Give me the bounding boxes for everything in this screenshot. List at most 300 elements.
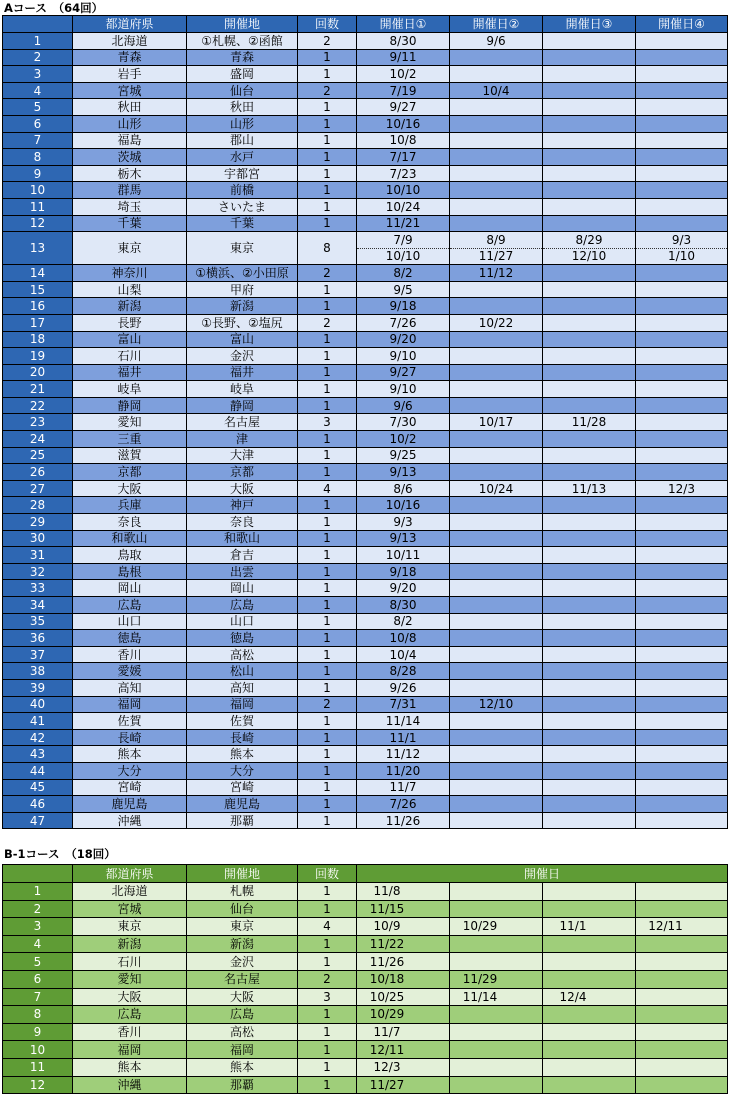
prefecture-cell: 福岡 bbox=[73, 696, 187, 713]
date-first: 7/9 bbox=[357, 233, 449, 249]
date-cell-2 bbox=[450, 1076, 543, 1094]
date-cell-1 bbox=[357, 900, 450, 918]
header-count: 回数 bbox=[298, 865, 357, 883]
count-cell: 1 bbox=[298, 281, 357, 298]
date-cell-4 bbox=[636, 132, 728, 149]
table-row bbox=[3, 1006, 728, 1024]
table-row bbox=[3, 1041, 728, 1059]
date-cell-4 bbox=[636, 1058, 728, 1076]
count-cell: 1 bbox=[298, 298, 357, 315]
date-cell-1: 9/6 bbox=[357, 397, 450, 414]
date-cell-3 bbox=[543, 762, 636, 779]
row-number: 8 bbox=[3, 149, 73, 166]
date-cell-4 bbox=[636, 779, 728, 796]
table-row bbox=[3, 1058, 728, 1076]
venue-cell: 長崎 bbox=[187, 729, 298, 746]
table-row bbox=[3, 447, 728, 464]
date-cell-2: 10/24 bbox=[450, 480, 543, 497]
header-date-2: 開催日② bbox=[450, 16, 543, 33]
date-cell-4 bbox=[636, 900, 728, 918]
date-cell-2 bbox=[450, 883, 543, 901]
venue-cell: 高知 bbox=[187, 679, 298, 696]
date-value: 10/25 bbox=[369, 989, 405, 1004]
prefecture-cell: 高知 bbox=[73, 679, 187, 696]
row-number: 11 bbox=[3, 1058, 73, 1076]
date-cell-3 bbox=[543, 746, 636, 763]
date-cell-3 bbox=[543, 563, 636, 580]
date-cell-3 bbox=[543, 883, 636, 901]
date-cell-2 bbox=[450, 99, 543, 116]
row-number: 32 bbox=[3, 563, 73, 580]
date-cell-3 bbox=[543, 265, 636, 282]
table-row bbox=[3, 514, 728, 531]
date-cell-3 bbox=[543, 314, 636, 331]
date-cell-2 bbox=[450, 530, 543, 547]
date-value: 11/8 bbox=[373, 884, 401, 899]
date-cell-2 bbox=[450, 464, 543, 481]
header-venue: 開催地 bbox=[187, 865, 298, 883]
table-row bbox=[3, 414, 728, 431]
date-cell-4 bbox=[636, 414, 728, 431]
date-cell-2 bbox=[450, 132, 543, 149]
row-number: 11 bbox=[3, 198, 73, 215]
date-cell-1: 9/10 bbox=[357, 348, 450, 365]
count-cell: 3 bbox=[298, 414, 357, 431]
date-cell-4 bbox=[636, 547, 728, 564]
row-number: 45 bbox=[3, 779, 73, 796]
count-cell: 1 bbox=[298, 746, 357, 763]
date-first: 9/3 bbox=[636, 233, 727, 249]
date-cell-2 bbox=[450, 232, 543, 265]
date-cell-2 bbox=[450, 900, 543, 918]
table-row bbox=[3, 762, 728, 779]
count-cell: 1 bbox=[298, 447, 357, 464]
header-dates: 開催日 bbox=[357, 865, 728, 883]
date-cell-4 bbox=[636, 331, 728, 348]
date-pair bbox=[636, 233, 727, 264]
row-number: 27 bbox=[3, 480, 73, 497]
prefecture-cell: 北海道 bbox=[73, 883, 187, 901]
prefecture-cell: 栃木 bbox=[73, 165, 187, 182]
date-cell-3 bbox=[543, 779, 636, 796]
date-cell-2 bbox=[450, 364, 543, 381]
row-number: 37 bbox=[3, 646, 73, 663]
count-cell: 1 bbox=[298, 381, 357, 398]
date-cell-3 bbox=[543, 918, 636, 936]
date-value: 11/26 bbox=[369, 954, 405, 969]
date-cell-3 bbox=[543, 1023, 636, 1041]
date-cell-3 bbox=[543, 530, 636, 547]
row-number: 44 bbox=[3, 762, 73, 779]
table-row bbox=[3, 198, 728, 215]
venue-cell: 広島 bbox=[187, 1006, 298, 1024]
count-cell: 1 bbox=[298, 49, 357, 66]
prefecture-cell: 愛知 bbox=[73, 414, 187, 431]
prefecture-cell: 香川 bbox=[73, 646, 187, 663]
table-row bbox=[3, 918, 728, 936]
venue-cell: 那覇 bbox=[187, 812, 298, 829]
venue-cell: 山形 bbox=[187, 115, 298, 132]
date-cell-2 bbox=[450, 348, 543, 365]
date-cell-2 bbox=[450, 746, 543, 763]
prefecture-cell: 埼玉 bbox=[73, 198, 187, 215]
header-no bbox=[3, 16, 73, 33]
date-cell-4 bbox=[636, 215, 728, 232]
date-cell-3 bbox=[543, 597, 636, 614]
row-number: 21 bbox=[3, 381, 73, 398]
date-cell-2 bbox=[450, 918, 543, 936]
date-cell-4 bbox=[636, 663, 728, 680]
date-cell-1 bbox=[357, 935, 450, 953]
prefecture-cell: 茨城 bbox=[73, 149, 187, 166]
date-cell-3 bbox=[543, 447, 636, 464]
date-cell-1: 8/30 bbox=[357, 597, 450, 614]
venue-cell: 大津 bbox=[187, 447, 298, 464]
count-cell: 1 bbox=[298, 364, 357, 381]
date-cell-2 bbox=[450, 198, 543, 215]
prefecture-cell: 長崎 bbox=[73, 729, 187, 746]
date-cell-3 bbox=[543, 381, 636, 398]
header-prefecture: 都道府県 bbox=[73, 865, 187, 883]
count-cell: 1 bbox=[298, 679, 357, 696]
row-number: 15 bbox=[3, 281, 73, 298]
date-cell-3 bbox=[543, 953, 636, 971]
date-cell-2 bbox=[450, 762, 543, 779]
date-pair bbox=[357, 233, 449, 264]
venue-cell: さいたま bbox=[187, 198, 298, 215]
row-number: 12 bbox=[3, 1076, 73, 1094]
prefecture-cell: 北海道 bbox=[73, 33, 187, 50]
prefecture-cell: 大阪 bbox=[73, 988, 187, 1006]
date-cell-3 bbox=[543, 464, 636, 481]
date-value: 11/22 bbox=[369, 937, 405, 952]
prefecture-cell: 愛媛 bbox=[73, 663, 187, 680]
row-number: 10 bbox=[3, 182, 73, 199]
date-cell-2 bbox=[450, 497, 543, 514]
date-cell-2 bbox=[450, 1041, 543, 1059]
date-cell-4 bbox=[636, 149, 728, 166]
prefecture-cell: 長野 bbox=[73, 314, 187, 331]
date-cell-3 bbox=[543, 547, 636, 564]
venue-cell: 金沢 bbox=[187, 953, 298, 971]
table-row bbox=[3, 713, 728, 730]
row-number: 33 bbox=[3, 580, 73, 597]
table-row bbox=[3, 348, 728, 365]
venue-cell: 新潟 bbox=[187, 298, 298, 315]
date-cell-2 bbox=[450, 580, 543, 597]
venue-cell: 奈良 bbox=[187, 514, 298, 531]
date-cell-2 bbox=[450, 613, 543, 630]
table-row bbox=[3, 883, 728, 901]
row-number: 19 bbox=[3, 348, 73, 365]
date-cell-3 bbox=[543, 729, 636, 746]
prefecture-cell: 広島 bbox=[73, 1006, 187, 1024]
count-cell: 1 bbox=[298, 779, 357, 796]
row-number: 34 bbox=[3, 597, 73, 614]
count-cell: 1 bbox=[298, 935, 357, 953]
prefecture-cell: 新潟 bbox=[73, 935, 187, 953]
count-cell: 1 bbox=[298, 182, 357, 199]
count-cell: 1 bbox=[298, 397, 357, 414]
table-row bbox=[3, 314, 728, 331]
table-row bbox=[3, 779, 728, 796]
date-cell-4 bbox=[636, 883, 728, 901]
count-cell: 1 bbox=[298, 812, 357, 829]
date-cell-4 bbox=[636, 66, 728, 83]
row-number: 29 bbox=[3, 514, 73, 531]
course-b-header-row bbox=[3, 865, 728, 883]
date-cell-4 bbox=[636, 796, 728, 813]
date-cell-1: 11/21 bbox=[357, 215, 450, 232]
date-cell-4 bbox=[636, 232, 728, 265]
prefecture-cell: 兵庫 bbox=[73, 497, 187, 514]
date-cell-4 bbox=[636, 988, 728, 1006]
date-cell-1: 10/4 bbox=[357, 646, 450, 663]
date-cell-4 bbox=[636, 679, 728, 696]
date-cell-2 bbox=[450, 66, 543, 83]
date-cell-2 bbox=[450, 149, 543, 166]
date-cell-1: 9/20 bbox=[357, 331, 450, 348]
date-cell-2 bbox=[450, 1006, 543, 1024]
venue-cell: 岐阜 bbox=[187, 381, 298, 398]
venue-cell: 和歌山 bbox=[187, 530, 298, 547]
date-cell-3 bbox=[543, 165, 636, 182]
table-row bbox=[3, 1076, 728, 1094]
course-a-title: Aコース （64回） bbox=[4, 1, 104, 15]
prefecture-cell: 群馬 bbox=[73, 182, 187, 199]
table-row bbox=[3, 530, 728, 547]
date-cell-2 bbox=[450, 988, 543, 1006]
row-number: 40 bbox=[3, 696, 73, 713]
prefecture-cell: 滋賀 bbox=[73, 447, 187, 464]
venue-cell: 名古屋 bbox=[187, 414, 298, 431]
date-cell-3 bbox=[543, 115, 636, 132]
date-cell-3 bbox=[543, 696, 636, 713]
venue-cell: 宮崎 bbox=[187, 779, 298, 796]
table-row bbox=[3, 99, 728, 116]
table-row bbox=[3, 431, 728, 448]
table-row bbox=[3, 265, 728, 282]
count-cell: 2 bbox=[298, 82, 357, 99]
date-value: 10/9 bbox=[373, 919, 401, 934]
date-cell-3 bbox=[543, 431, 636, 448]
date-cell-1: 9/13 bbox=[357, 530, 450, 547]
date-value: 11/14 bbox=[462, 989, 498, 1004]
prefecture-cell: 大阪 bbox=[73, 480, 187, 497]
venue-cell: 千葉 bbox=[187, 215, 298, 232]
count-cell: 1 bbox=[298, 729, 357, 746]
prefecture-cell: 熊本 bbox=[73, 746, 187, 763]
count-cell: 4 bbox=[298, 918, 357, 936]
date-value: 10/29 bbox=[462, 919, 498, 934]
table-row bbox=[3, 1023, 728, 1041]
date-cell-2 bbox=[450, 812, 543, 829]
count-cell: 1 bbox=[298, 1006, 357, 1024]
table-row bbox=[3, 66, 728, 83]
date-cell-3: 11/13 bbox=[543, 480, 636, 497]
count-cell: 1 bbox=[298, 1076, 357, 1094]
venue-cell: 静岡 bbox=[187, 397, 298, 414]
row-number: 6 bbox=[3, 115, 73, 132]
table-row bbox=[3, 232, 728, 265]
date-cell-3 bbox=[543, 630, 636, 647]
date-cell-2: 10/4 bbox=[450, 82, 543, 99]
date-cell-1: 9/11 bbox=[357, 49, 450, 66]
date-pair bbox=[450, 233, 542, 264]
date-value: 12/11 bbox=[648, 919, 683, 934]
date-value: 12/3 bbox=[373, 1060, 401, 1075]
date-value: 11/1 bbox=[559, 919, 587, 934]
date-second: 1/10 bbox=[668, 249, 695, 264]
row-number: 3 bbox=[3, 918, 73, 936]
row-number: 8 bbox=[3, 1006, 73, 1024]
date-cell-4 bbox=[636, 364, 728, 381]
date-cell-4 bbox=[636, 746, 728, 763]
prefecture-cell: 広島 bbox=[73, 597, 187, 614]
date-cell-1: 10/2 bbox=[357, 66, 450, 83]
date-cell-2 bbox=[450, 796, 543, 813]
venue-cell: 郡山 bbox=[187, 132, 298, 149]
date-cell-3 bbox=[543, 580, 636, 597]
date-cell-1: 9/3 bbox=[357, 514, 450, 531]
row-number: 5 bbox=[3, 953, 73, 971]
table-row bbox=[3, 381, 728, 398]
date-cell-1 bbox=[357, 1076, 450, 1094]
date-cell-2 bbox=[450, 630, 543, 647]
row-number: 28 bbox=[3, 497, 73, 514]
count-cell: 1 bbox=[298, 613, 357, 630]
venue-cell: 高松 bbox=[187, 646, 298, 663]
prefecture-cell: 島根 bbox=[73, 563, 187, 580]
venue-cell: 大分 bbox=[187, 762, 298, 779]
row-number: 17 bbox=[3, 314, 73, 331]
date-cell-3 bbox=[543, 149, 636, 166]
venue-cell: 佐賀 bbox=[187, 713, 298, 730]
date-cell-4 bbox=[636, 165, 728, 182]
prefecture-cell: 大分 bbox=[73, 762, 187, 779]
date-cell-4 bbox=[636, 762, 728, 779]
table-row bbox=[3, 397, 728, 414]
date-cell-1 bbox=[357, 970, 450, 988]
table-row bbox=[3, 935, 728, 953]
count-cell: 1 bbox=[298, 900, 357, 918]
prefecture-cell: 福井 bbox=[73, 364, 187, 381]
prefecture-cell: 徳島 bbox=[73, 630, 187, 647]
count-cell: 4 bbox=[298, 480, 357, 497]
date-cell-1: 10/24 bbox=[357, 198, 450, 215]
row-number: 41 bbox=[3, 713, 73, 730]
date-cell-2 bbox=[450, 935, 543, 953]
date-cell-4: 12/3 bbox=[636, 480, 728, 497]
row-number: 7 bbox=[3, 988, 73, 1006]
date-cell-3 bbox=[543, 646, 636, 663]
date-cell-3 bbox=[543, 970, 636, 988]
venue-cell: 神戸 bbox=[187, 497, 298, 514]
date-cell-4 bbox=[636, 812, 728, 829]
row-number: 9 bbox=[3, 1023, 73, 1041]
date-cell-4 bbox=[636, 33, 728, 50]
date-cell-3 bbox=[543, 331, 636, 348]
date-cell-2 bbox=[450, 298, 543, 315]
date-cell-1: 7/17 bbox=[357, 149, 450, 166]
date-cell-4 bbox=[636, 713, 728, 730]
date-cell-1: 8/28 bbox=[357, 663, 450, 680]
date-cell-3 bbox=[543, 66, 636, 83]
table-row bbox=[3, 82, 728, 99]
prefecture-cell: 和歌山 bbox=[73, 530, 187, 547]
count-cell: 1 bbox=[298, 796, 357, 813]
prefecture-cell: 青森 bbox=[73, 49, 187, 66]
venue-cell: 大阪 bbox=[187, 480, 298, 497]
venue-cell: 東京 bbox=[187, 232, 298, 265]
count-cell: 2 bbox=[298, 696, 357, 713]
date-cell-3 bbox=[543, 900, 636, 918]
date-cell-1: 9/10 bbox=[357, 381, 450, 398]
date-cell-2 bbox=[450, 281, 543, 298]
date-cell-2 bbox=[450, 115, 543, 132]
date-cell-4 bbox=[636, 182, 728, 199]
date-cell-3 bbox=[543, 679, 636, 696]
date-cell-3 bbox=[543, 33, 636, 50]
prefecture-cell: 石川 bbox=[73, 348, 187, 365]
date-cell-2 bbox=[450, 331, 543, 348]
table-row bbox=[3, 215, 728, 232]
date-value: 11/27 bbox=[369, 1077, 405, 1092]
date-cell-2 bbox=[450, 514, 543, 531]
prefecture-cell: 静岡 bbox=[73, 397, 187, 414]
date-cell-1: 10/11 bbox=[357, 547, 450, 564]
course-b-body bbox=[3, 883, 728, 1094]
date-cell-4 bbox=[636, 298, 728, 315]
date-cell-4 bbox=[636, 82, 728, 99]
prefecture-cell: 愛知 bbox=[73, 970, 187, 988]
prefecture-cell: 三重 bbox=[73, 431, 187, 448]
count-cell: 1 bbox=[298, 883, 357, 901]
date-cell-2 bbox=[450, 381, 543, 398]
prefecture-cell: 山口 bbox=[73, 613, 187, 630]
venue-cell: 鹿児島 bbox=[187, 796, 298, 813]
venue-cell: 福岡 bbox=[187, 696, 298, 713]
date-cell-4 bbox=[636, 348, 728, 365]
date-cell-2 bbox=[450, 646, 543, 663]
date-second: 12/10 bbox=[571, 249, 607, 264]
table-row bbox=[3, 746, 728, 763]
count-cell: 1 bbox=[298, 464, 357, 481]
date-cell-4 bbox=[636, 497, 728, 514]
date-cell-3 bbox=[543, 215, 636, 232]
count-cell: 1 bbox=[298, 953, 357, 971]
date-cell-1: 9/26 bbox=[357, 679, 450, 696]
prefecture-cell: 奈良 bbox=[73, 514, 187, 531]
row-number: 10 bbox=[3, 1041, 73, 1059]
date-cell-1: 11/20 bbox=[357, 762, 450, 779]
count-cell: 1 bbox=[298, 331, 357, 348]
count-cell: 1 bbox=[298, 1041, 357, 1059]
date-cell-1: 9/18 bbox=[357, 298, 450, 315]
table-row bbox=[3, 149, 728, 166]
prefecture-cell: 佐賀 bbox=[73, 713, 187, 730]
date-cell-4 bbox=[636, 1006, 728, 1024]
date-cell-1: 9/27 bbox=[357, 99, 450, 116]
prefecture-cell: 石川 bbox=[73, 953, 187, 971]
prefecture-cell: 山梨 bbox=[73, 281, 187, 298]
table-row bbox=[3, 630, 728, 647]
venue-cell: 高松 bbox=[187, 1023, 298, 1041]
count-cell: 1 bbox=[298, 431, 357, 448]
table-row bbox=[3, 49, 728, 66]
date-cell-4 bbox=[636, 646, 728, 663]
date-cell-2 bbox=[450, 49, 543, 66]
